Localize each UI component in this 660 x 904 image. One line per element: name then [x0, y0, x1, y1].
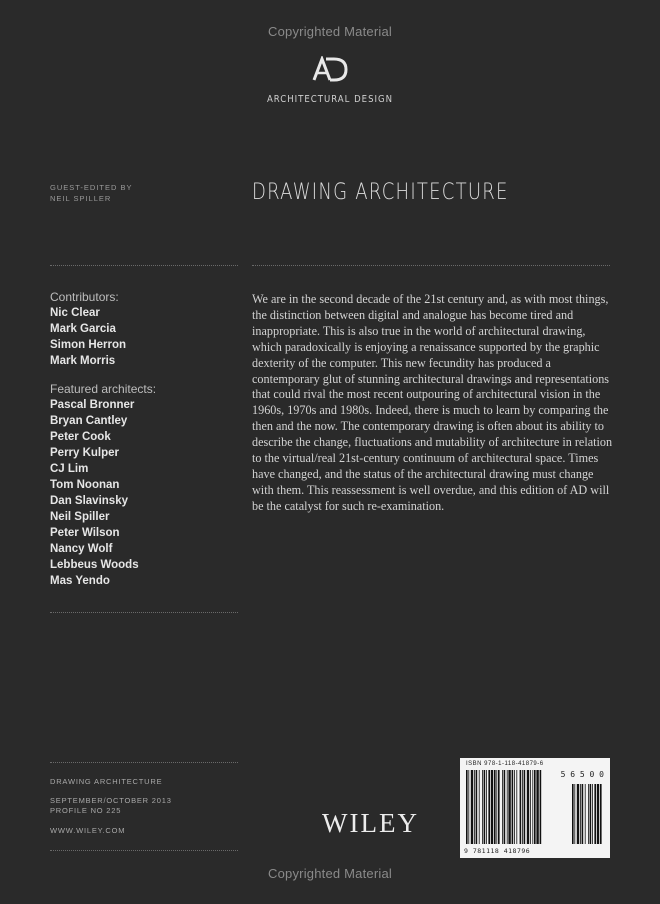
- barcode-bar: [572, 784, 574, 844]
- barcode-bar: [502, 770, 503, 844]
- barcode-bar: [466, 770, 468, 844]
- featured-name: Perry Kulper: [50, 447, 120, 459]
- guest-editor-label: GUEST-EDITED BY: [50, 183, 133, 192]
- footer-issue-title: DRAWING ARCHITECTURE: [50, 777, 163, 786]
- contributor-name: Simon Herron: [50, 339, 127, 351]
- footer-profile: PROFILE NO 225: [50, 806, 122, 815]
- barcode-bar: [468, 770, 469, 844]
- barcode-bar: [527, 770, 529, 844]
- divider-left-footer: [50, 762, 238, 763]
- barcode-bar: [494, 770, 496, 844]
- featured-name: Peter Cook: [50, 431, 111, 443]
- barcode-bar: [532, 770, 533, 844]
- barcode-bar: [577, 784, 579, 844]
- barcode-bar: [522, 770, 523, 844]
- contributor-name: Nic Clear: [50, 307, 100, 319]
- isbn-label: ISBN 978-1-118-41879-6: [466, 761, 544, 767]
- barcode-bar: [516, 770, 517, 844]
- featured-name: CJ Lim: [50, 463, 89, 475]
- barcode-bar: [479, 770, 480, 844]
- barcode-bar: [474, 770, 475, 844]
- barcode-bar: [488, 770, 490, 844]
- barcode-bar: [580, 784, 581, 844]
- barcode-bar: [504, 770, 506, 844]
- barcode-bar: [471, 770, 473, 844]
- featured-label: Featured architects:: [50, 382, 157, 396]
- watermark-top: Copyrighted Material: [268, 24, 392, 39]
- guest-editor: [50, 182, 133, 204]
- barcode-bar: [486, 770, 487, 844]
- barcode-bar: [588, 784, 589, 844]
- logo-text: ARCHITECTURAL DESIGN: [266, 94, 394, 105]
- barcode-bar: [524, 770, 526, 844]
- divider-left-mid: [50, 612, 238, 613]
- featured-name: Nancy Wolf: [50, 543, 113, 555]
- guest-editor-name: NEIL SPILLER: [50, 194, 112, 203]
- barcode: [460, 758, 610, 858]
- barcode-bar: [600, 784, 602, 844]
- footer-issue-date: SEPTEMBER/OCTOBER 2013: [50, 796, 172, 805]
- barcode-bar: [491, 770, 493, 844]
- page-title: DRAWING ARCHITECTURE: [252, 180, 509, 205]
- footer-website[interactable]: WWW.WILEY.COM: [50, 826, 126, 835]
- barcode-number: 9 781118 418796: [464, 847, 531, 855]
- barcode-bar: [592, 784, 593, 844]
- featured-name: Neil Spiller: [50, 511, 110, 523]
- barcode-bar: [530, 770, 531, 844]
- featured-name: Peter Wilson: [50, 527, 120, 539]
- barcode-bar: [482, 770, 483, 844]
- barcode-bar: [508, 770, 510, 844]
- featured-name: Dan Slavinsky: [50, 495, 128, 507]
- credits-column: [50, 290, 240, 589]
- barcode-bar: [496, 770, 497, 844]
- contributor-name: Mark Garcia: [50, 323, 116, 335]
- barcode-bar: [476, 770, 478, 844]
- barcode-bar: [585, 784, 586, 844]
- divider-left-bottom: [50, 850, 238, 851]
- barcode-bar: [590, 784, 592, 844]
- description-text: We are in the second decade of the 21st century and, as with most things, the distinction between digital and analogue has become tired and inappropriate. This is also true in the world of architectural drawing, which paradoxically is enjoying a renaissance supported by the graphic dexterity of the computer. This new fecundity has produced a contemporary glut of stunning architectural drawings and representations that could rival the most recent outpouring of architectural vision in the 1960s, 1970s and 1980s. Indeed, there is much to learn by comparing the then and the now. The contemporary drawing is often about its ability to describe the change, fluctuations and mutability of architecture in relation to the virtual/real 21st-century continuum of architectural space. Times have changed, and the status of the architectural drawing must change with them. This reassessment is well overdue, and this edition of AD will be the catalyst for such re-examination.: [252, 292, 613, 513]
- featured-name: Lebbeus Woods: [50, 559, 139, 571]
- barcode-bars-icon: [460, 758, 610, 858]
- featured-name: Tom Noonan: [50, 479, 120, 491]
- featured-name: Mas Yendo: [50, 575, 110, 587]
- featured-name: Pascal Bronner: [50, 399, 135, 411]
- ad-logo-icon: [312, 56, 348, 82]
- contributors-label: Contributors:: [50, 290, 119, 304]
- barcode-bar: [582, 784, 584, 844]
- barcode-bar: [540, 770, 542, 844]
- divider-left-top: [50, 265, 238, 266]
- barcode-bar: [594, 784, 596, 844]
- barcode-bar: [507, 770, 508, 844]
- barcode-bar: [498, 770, 500, 844]
- price-code: 5 6 5 0 0: [560, 770, 604, 779]
- publisher-logo: WILEY: [322, 808, 419, 838]
- barcode-bar: [597, 784, 599, 844]
- featured-name: Bryan Cantley: [50, 415, 128, 427]
- barcode-bar: [534, 770, 536, 844]
- barcode-bar: [512, 770, 514, 844]
- divider-right-top: [252, 265, 610, 266]
- barcode-bar: [520, 770, 522, 844]
- watermark-bottom: Copyrighted Material: [268, 866, 392, 881]
- barcode-bar: [574, 784, 575, 844]
- barcode-bar: [514, 770, 515, 844]
- barcode-bar: [484, 770, 486, 844]
- barcode-bar: [536, 770, 538, 844]
- contributor-name: Mark Morris: [50, 355, 116, 367]
